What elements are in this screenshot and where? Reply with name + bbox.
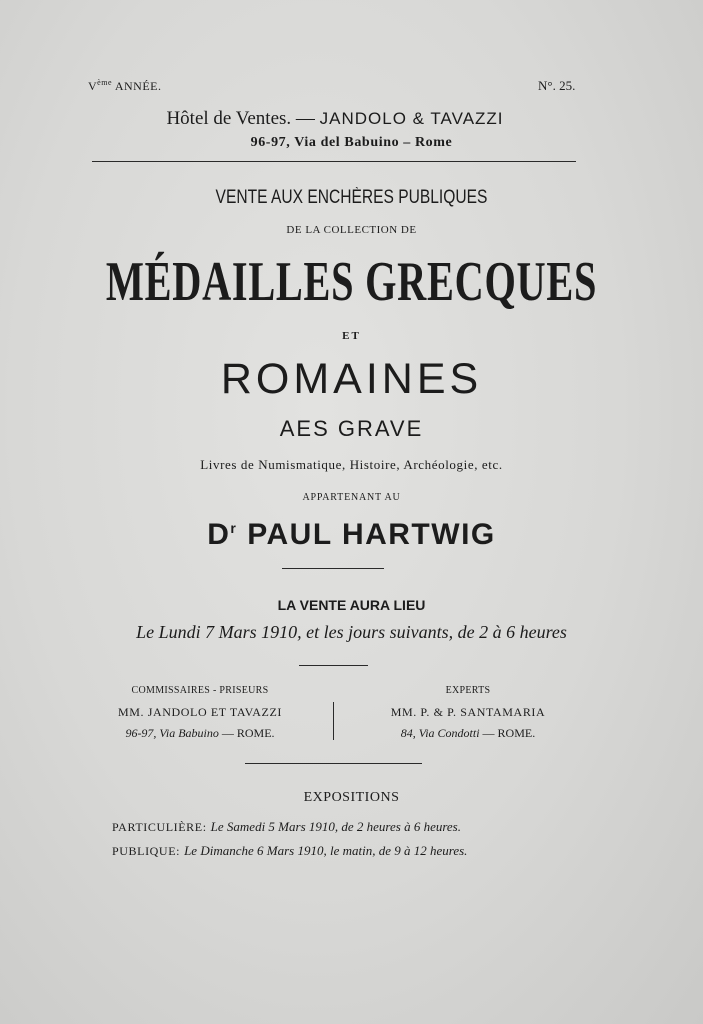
experts-street: 84, Via Condotti bbox=[400, 726, 480, 740]
auctioneer-names: JANDOLO & TAVAZZI bbox=[319, 109, 504, 128]
sale-date-text: Le Lundi 7 Mars 1910, et les jours suivants, de 2 à 6 heures bbox=[136, 622, 567, 642]
collection-subheading: DE LA COLLECTION DE bbox=[286, 224, 417, 236]
hotel-de-ventes-text: Hôtel de Ventes. — bbox=[166, 108, 320, 129]
sale-date-heading: LA VENTE AURA LIEU bbox=[277, 597, 426, 613]
sale-type-heading: VENTE AUX ENCHÈRES PUBLIQUES bbox=[215, 187, 488, 208]
issue-number: N°. 25. bbox=[538, 78, 576, 93]
collector-name bbox=[0, 518, 703, 552]
volume-year-label bbox=[88, 78, 162, 94]
expositions-heading: EXPOSITIONS bbox=[303, 790, 400, 805]
experts-names: MM. P. & P. SANTAMARIA bbox=[390, 705, 546, 719]
auction-house-address: 96-97, Via del Babuino – Rome bbox=[250, 135, 453, 150]
commissaires-street: 96-97, Via Babuino bbox=[125, 726, 219, 740]
commissaires-column bbox=[92, 685, 308, 741]
annee-suffix: ANNÉE. bbox=[112, 79, 162, 93]
commissaires-address bbox=[92, 726, 308, 741]
exposition-private-label: PARTICULIÈRE: bbox=[112, 820, 207, 834]
commissaires-city: — ROME. bbox=[218, 726, 275, 740]
annee-prefix: V bbox=[88, 79, 98, 93]
title-conjunction: ET bbox=[342, 330, 361, 342]
annee-superscript: ème bbox=[97, 78, 112, 87]
header-divider bbox=[92, 161, 576, 162]
exposition-private bbox=[112, 819, 461, 835]
auction-house-line bbox=[0, 108, 670, 130]
exposition-private-value: Le Samedi 5 Mars 1910, de 2 heures à 6 heures. bbox=[210, 819, 461, 834]
column-divider bbox=[333, 702, 334, 740]
name-divider bbox=[282, 568, 384, 569]
aes-grave-subtitle: AES GRAVE bbox=[279, 416, 424, 441]
collector-name-text: PAUL HARTWIG bbox=[237, 518, 496, 551]
books-subtitle: Livres de Numismatique, Histoire, Archéologie, etc. bbox=[200, 457, 503, 472]
dr-superscript: r bbox=[230, 520, 238, 536]
commissaires-label: COMMISSAIRES - PRISEURS bbox=[131, 685, 269, 696]
dr-prefix: D bbox=[207, 518, 231, 551]
commissaires-names: MM. JANDOLO ET TAVAZZI bbox=[117, 705, 283, 719]
main-title-medailles: MÉDAILLES GRECQUES bbox=[105, 251, 598, 313]
main-title-romaines: ROMAINES bbox=[220, 355, 483, 403]
exposition-public-label: PUBLIQUE: bbox=[112, 844, 181, 858]
exposition-public bbox=[112, 843, 467, 859]
belonging-to-label: APPARTENANT AU bbox=[302, 492, 401, 503]
experts-city: — ROME. bbox=[479, 726, 536, 740]
contacts-divider bbox=[245, 763, 422, 764]
date-divider bbox=[299, 665, 368, 666]
experts-column bbox=[360, 685, 576, 741]
experts-address bbox=[360, 726, 576, 741]
exposition-public-value: Le Dimanche 6 Mars 1910, le matin, de 9 à 12 heures. bbox=[184, 843, 468, 858]
experts-label: EXPERTS bbox=[445, 685, 491, 696]
